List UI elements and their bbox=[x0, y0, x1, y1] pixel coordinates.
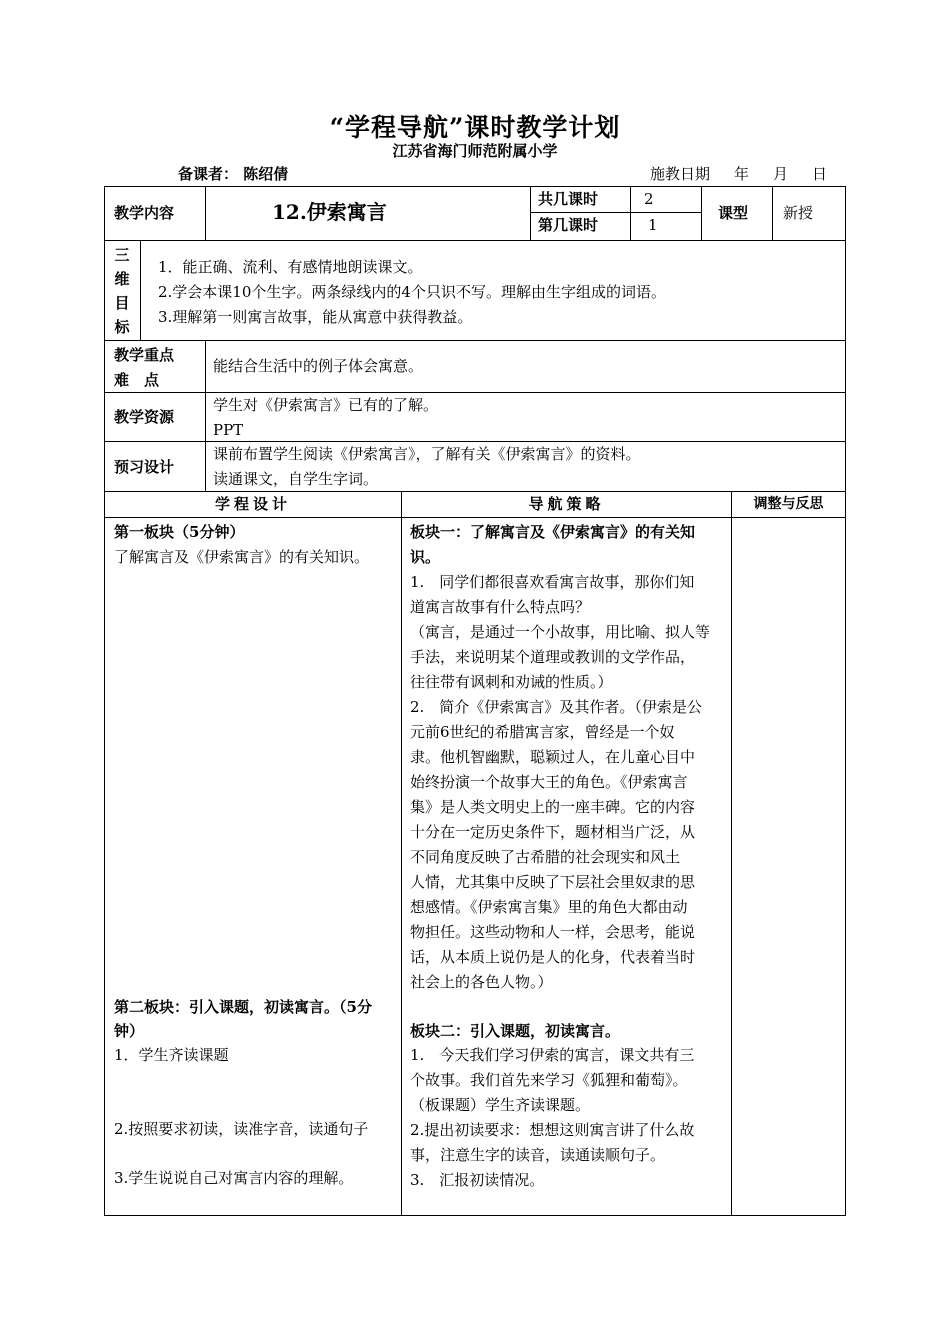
preview-line: 课前布置学生阅读《伊索寓言》，了解有关《伊索寓言》的资料。 bbox=[213, 445, 641, 463]
resources-label: 教学资源 bbox=[114, 408, 175, 426]
design-block1-text: 了解寓言及《伊索寓言》的有关知识。 bbox=[114, 548, 370, 566]
preview-label: 预习设计 bbox=[114, 458, 175, 476]
column-header-reflection: 调整与反思 bbox=[753, 496, 824, 512]
strategy-line: 元前6世纪的希腊寓言家，曾经是一个奴 bbox=[410, 723, 675, 741]
content-label: 教学内容 bbox=[114, 204, 175, 222]
goals-list bbox=[158, 255, 666, 330]
strategy-line: 个故事。我们首先来学习《狐狸和葡萄》。 bbox=[410, 1071, 688, 1089]
strategy-line: （寓言，是通过一个小故事，用比喻、拟人等 bbox=[410, 623, 711, 641]
page-title: “学程导航”课时教学计划 bbox=[329, 113, 621, 142]
total-periods-value: 2 bbox=[644, 190, 654, 208]
strategy-line: （板课题）学生齐读课题。 bbox=[410, 1096, 591, 1114]
preview-line: 读通课文，自学生字词。 bbox=[213, 470, 379, 488]
date-day: 日 bbox=[812, 165, 828, 183]
strategy-block1-body bbox=[410, 570, 710, 995]
strategy-line: 道寓言故事有什么特点吗？ bbox=[410, 598, 591, 616]
preparer-name: 陈绍倩 bbox=[243, 165, 289, 183]
goal-item: 1．能正确、流利、有感情地朗读课文。 bbox=[158, 258, 423, 276]
nth-period-value: 1 bbox=[648, 216, 658, 234]
column-header-design: 学程设计 bbox=[214, 495, 291, 513]
strategy-line: 想感情。《伊索寓言集》里的角色大都由动 bbox=[410, 898, 688, 916]
school-name: 江苏省海门师范附属小学 bbox=[392, 142, 558, 160]
strategy-line: 不同角度反映了古希腊的社会现实和风土 bbox=[410, 848, 681, 866]
design-block2-title-line1: 第二板块：引入课题，初读寓言。（5分 bbox=[114, 998, 372, 1016]
strategy-line: 十分在一定历史条件下，题材相当广泛，从 bbox=[410, 823, 696, 841]
strategy-line: 社会上的各色人物。） bbox=[410, 973, 553, 991]
design-step-2: 2.按照要求初读，读准字音，读通句子 bbox=[114, 1120, 369, 1138]
lesson-type-value: 新授 bbox=[783, 204, 814, 222]
strategy-line: 手法，来说明某个道理或教训的文学作品， bbox=[410, 648, 696, 666]
strategy-line: 1. 今天我们学习伊索的寓言，课文共有三 bbox=[410, 1046, 695, 1064]
goals-label-char: 标 bbox=[114, 318, 130, 336]
column-header-strategy: 导航策略 bbox=[528, 495, 605, 513]
goals-label-char: 三 bbox=[114, 246, 130, 264]
date-month: 月 bbox=[773, 165, 789, 183]
strategy-block1-title-line2: 识。 bbox=[410, 548, 441, 566]
strategy-line: 物担任。这些动物和人一样，会思考，能说 bbox=[410, 923, 696, 941]
strategy-line: 2.提出初读要求：想想这则寓言讲了什么故 bbox=[410, 1121, 695, 1139]
lesson-type-label: 课型 bbox=[718, 204, 749, 222]
design-block2-title-line2: 钟） bbox=[114, 1022, 145, 1040]
preparer-label: 备课者： bbox=[178, 165, 239, 183]
preview-text bbox=[213, 442, 641, 492]
goals-label-char: 目 bbox=[114, 294, 130, 312]
strategy-line: 3. 汇报初读情况。 bbox=[410, 1171, 545, 1189]
preparer bbox=[178, 163, 288, 184]
goal-item: 2.学会本课10个生字。两条绿线内的4个只识不写。理解由生字组成的词语。 bbox=[158, 283, 666, 301]
nth-period-label: 第几课时 bbox=[538, 216, 599, 234]
lesson-title: 12.伊索寓言 bbox=[272, 200, 387, 224]
design-block1-title: 第一板块（5分钟） bbox=[114, 523, 245, 541]
date-year: 年 bbox=[734, 165, 750, 183]
goals-label bbox=[111, 243, 133, 339]
strategy-line: 始终扮演一个故事大王的角色。《伊索寓言 bbox=[410, 773, 688, 791]
strategy-line: 人情，尤其集中反映了下层社会里奴隶的思 bbox=[410, 873, 696, 891]
strategy-line: 往往带有讽刺和劝诫的性质。） bbox=[410, 673, 613, 691]
date-label: 施教日期 bbox=[650, 165, 711, 183]
strategy-line: 2. 简介《伊索寓言》及其作者。（伊索是公 bbox=[410, 698, 702, 716]
resources-text bbox=[213, 393, 438, 443]
teaching-date bbox=[650, 163, 827, 184]
strategy-line: 话，从本质上说仍是人的化身，代表着当时 bbox=[410, 948, 696, 966]
strategy-block1-title-line1: 板块一：了解寓言及《伊索寓言》的有关知 bbox=[410, 523, 696, 541]
strategy-line: 1. 同学们都很喜欢看寓言故事，那你们知 bbox=[410, 573, 695, 591]
key-points-label-line1: 教学重点 bbox=[114, 346, 175, 364]
strategy-block2-title: 板块二：引入课题，初读寓言。 bbox=[410, 1022, 621, 1040]
goal-item: 3.理解第一则寓言故事，能从寓意中获得教益。 bbox=[158, 308, 473, 326]
key-points-label-line2: 难 点 bbox=[114, 371, 160, 389]
resources-line: PPT bbox=[213, 421, 244, 439]
resources-line: 学生对《伊索寓言》已有的了解。 bbox=[213, 396, 439, 414]
strategy-line: 隶。他机智幽默，聪颖过人，在儿童心目中 bbox=[410, 748, 696, 766]
strategy-line: 事，注意生字的读音，读通读顺句子。 bbox=[410, 1146, 666, 1164]
goals-label-char: 维 bbox=[114, 270, 130, 288]
strategy-block2-body bbox=[410, 1043, 694, 1193]
design-step-3: 3.学生说说自己对寓言内容的理解。 bbox=[114, 1169, 354, 1187]
strategy-line: 集》是人类文明史上的一座丰碑。它的内容 bbox=[410, 798, 696, 816]
key-points-text: 能结合生活中的例子体会寓意。 bbox=[213, 357, 424, 375]
design-step-1: 1．学生齐读课题 bbox=[114, 1046, 229, 1064]
key-points-label bbox=[114, 343, 174, 393]
total-periods-label: 共几课时 bbox=[538, 190, 599, 208]
